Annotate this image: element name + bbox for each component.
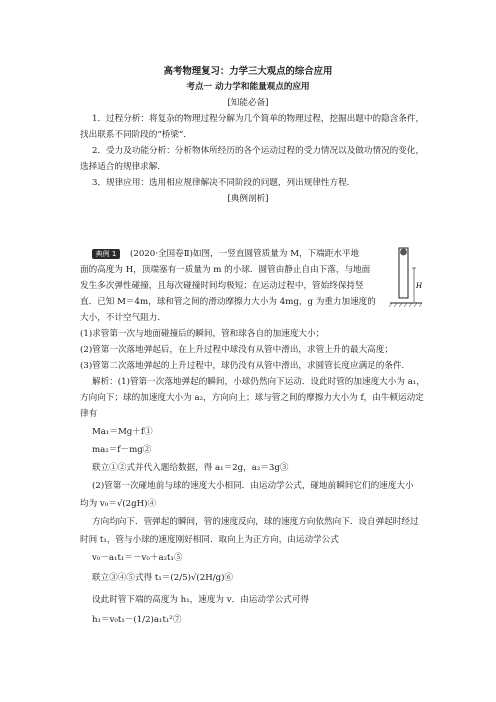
problem-line: 大小，不计空气阻力． [80, 313, 166, 323]
solution-line: 设此时管下端的高度为 h₁，速度为 v．由运动学公式可得 [92, 595, 309, 605]
solution-line: 方向均向下．管弹起的瞬间，管的速度反向，球的速度方向依然向下．设自弹起时经过 [92, 517, 419, 527]
solution-line: 解析：(1)管第一次落地弹起的瞬间，小球仍然向下运动．设此时管的加速度大小为 a₁， [92, 377, 425, 387]
figure-label-h: H [416, 282, 423, 290]
know-line: 2．受力及功能分析：分析物体所经历的各个运动过程的受力情况以及做功情况的变化， [92, 146, 425, 156]
question-line: (2)管第一次落地弹起后，在上升过程中球没有从管中滑出，求管上升的最大高度； [80, 345, 393, 355]
know-line: 找出联系不同阶段的“桥梁”． [80, 130, 192, 140]
problem-line: (2020·全国卷Ⅱ)如图，一竖直圆管质量为 M，下端距水平地 [130, 249, 360, 259]
section-heading-case: [典例剖析] [227, 194, 269, 204]
equation-line: v₀－a₁t₁＝－v₀＋a₂t₁⑤ [92, 553, 183, 563]
solution-line: 联立①②式并代入题给数据，得 a₁＝2g，a₂＝3g③ [92, 463, 289, 473]
section-heading-know: [知能必备] [227, 98, 269, 108]
know-line: 1．过程分析：将复杂的物理过程分解为几个简单的物理过程，挖掘出题中的隐含条件， [92, 114, 425, 124]
doc-title: 高考物理复习：力学三大观点的综合应用 [163, 66, 333, 77]
solution-line: (2)管第一次碰地前与球的速度大小相同．由运动学公式，碰地前瞬间它们的速度大小 [92, 481, 414, 491]
equation-line: h₁＝v₀t₁－(1/2)a₁t₁²⑦ [92, 615, 182, 625]
equation-line: 均为 v₀＝√(2gH)④ [80, 499, 157, 509]
equation-line: Ma₁＝Mg＋f① [92, 427, 153, 437]
know-line: 3．规律应用：选用相应规律解决不同阶段的问题，列出规律性方程． [92, 178, 356, 188]
tube-apparatus-figure [388, 246, 424, 310]
problem-line: 发生多次弹性碰撞，且每次碰撞时间均极短；在运动过程中，管始终保持竖 [80, 281, 364, 291]
solution-line: 方向向下；球的加速度大小为 a₂，方向向上；球与管之间的摩擦力大小为 f，由牛顿运动定 [80, 393, 424, 403]
question-line: (1)求管第一次与地面碰撞后的瞬间，管和球各自的加速度大小； [80, 329, 325, 339]
doc-subtitle: 考点一 动力学和能量观点的应用 [186, 82, 310, 92]
equation-line: ma₂＝f－mg② [92, 445, 152, 455]
problem-line: 直．已知 M＝4m，球和管之间的滑动摩擦力大小为 4mg，g 为重力加速度的 [80, 297, 376, 307]
question-line: (3)管第二次落地弹起的上升过程中，球仍没有从管中滑出，求圆管长度应满足的条件． [80, 361, 411, 371]
solution-line: 时间 t₁，管与小球的速度刚好相同．取向上为正方向，由运动学公式 [80, 535, 339, 545]
example-badge: 典例 1 [92, 249, 120, 259]
know-line: 选择适合的规律求解． [80, 162, 166, 172]
solution-line: 律有 [80, 409, 98, 419]
problem-line: 面的高度为 H，顶端塞有一质量为 m 的小球．圆管由静止自由下落，与地面 [80, 265, 371, 275]
equation-line: 联立③④⑤式得 t₁＝(2/5)√(2H/g)⑥ [92, 573, 234, 583]
